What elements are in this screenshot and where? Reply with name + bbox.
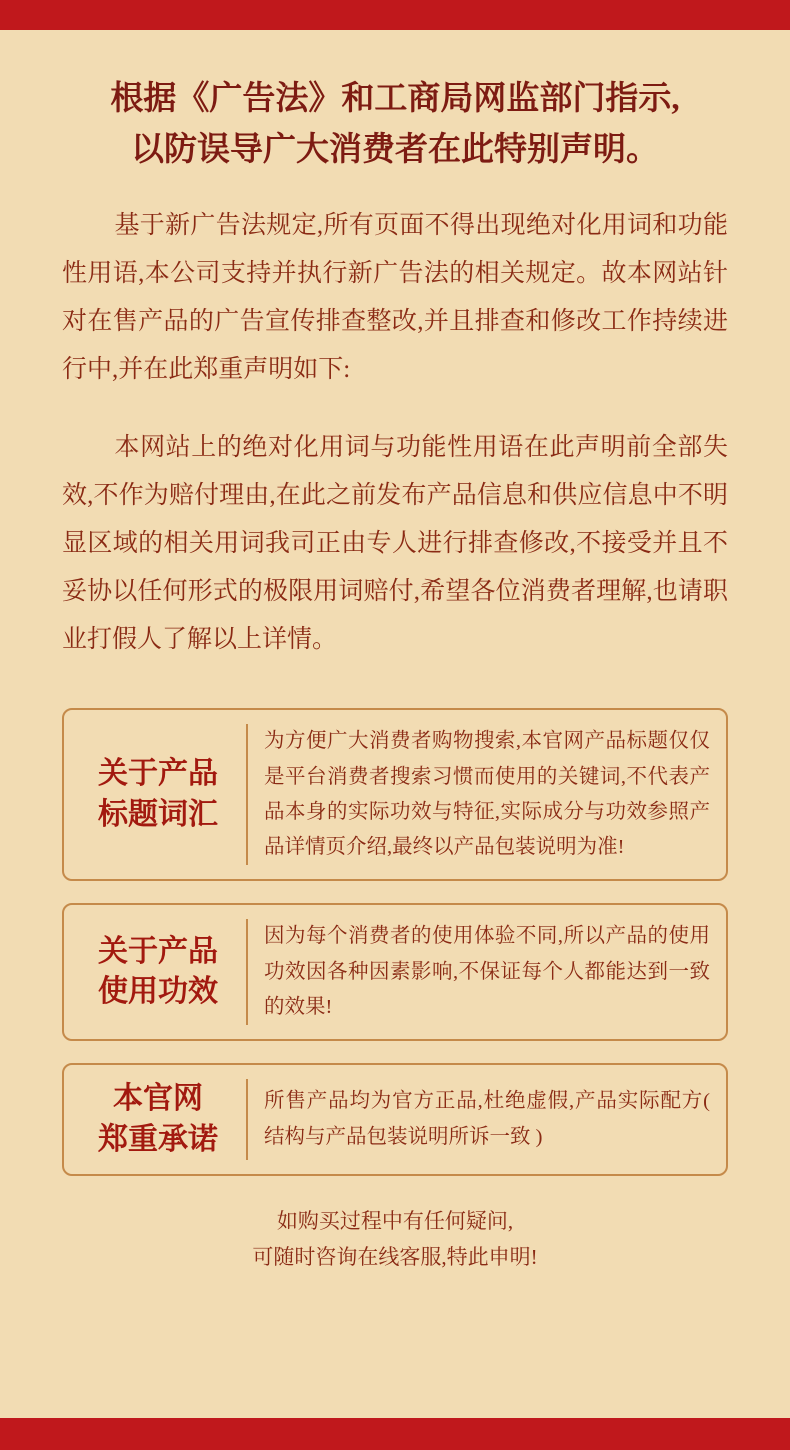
notice-card-text: 为方便广大消费者购物搜索,本官网产品标题仅仅是平台消费者搜索习惯而使用的关键词,不代表产品本身的实际功效与特征,实际成分与功效参照产品详情页介绍,最终以产品包装说明为准! <box>264 730 710 859</box>
page-title <box>62 74 728 176</box>
notice-card-text: 因为每个消费者的使用体验不同,所以产品的使用功效因各种因素影响,不保证每个人都能达到一致的效果! <box>264 925 710 1018</box>
notice-card-title-line-1: 本官网 <box>113 1082 203 1116</box>
footer-note-line-2: 可随时咨询在线客服,特此申明! <box>252 1244 538 1269</box>
notice-card-title-line-2: 标题词汇 <box>98 797 218 831</box>
notice-card-body <box>248 724 710 865</box>
notice-card-text: 所售产品均为官方正品,杜绝虚假,产品实际配方( 结构与产品包装说明所诉一致 ) <box>264 1090 710 1148</box>
footer-note <box>62 1204 728 1275</box>
disclaimer-panel <box>0 30 790 1418</box>
footer-note-line-1: 如购买过程中有任何疑问, <box>276 1209 514 1234</box>
notice-card-body <box>248 1079 710 1160</box>
notice-card-title <box>80 919 248 1025</box>
notice-card-list <box>62 708 728 1176</box>
statement-body <box>62 202 728 664</box>
bottom-color-bar <box>0 1418 790 1450</box>
notice-card-official-promise <box>62 1063 728 1176</box>
top-color-bar <box>0 0 790 30</box>
statement-paragraph-1: 基于新广告法规定,所有页面不得出现绝对化用词和功能性用语,本公司支持并执行新广告法的相关规定。故本网站针对在售产品的广告宣传排查整改,并且排查和修改工作持续进行中,并在此郑重声明如下: <box>62 212 728 384</box>
page-title-line-1: 根据《广告法》和工商局网监部门指示, <box>110 81 680 117</box>
notice-card-title-line-1: 关于产品 <box>98 934 218 968</box>
notice-card-body <box>248 919 710 1025</box>
statement-paragraph-2: 本网站上的绝对化用词与功能性用语在此声明前全部失效,不作为赔付理由,在此之前发布产品信息和供应信息中不明显区域的相关用词我司正由专人进行排查修改,不接受并且不妥协以任何形式的极限用词赔付,希望各位消费者理解,也请职业打假人了解以上详情。 <box>62 434 728 654</box>
notice-card-title-line-2: 郑重承诺 <box>98 1122 218 1156</box>
notice-card-product-effect <box>62 903 728 1041</box>
notice-card-product-title <box>62 708 728 881</box>
notice-card-title <box>80 1079 248 1160</box>
page-title-line-2: 以防误导广大消费者在此特别声明。 <box>131 132 659 169</box>
notice-card-title-line-2: 使用功效 <box>98 975 218 1009</box>
notice-card-title-line-1: 关于产品 <box>98 757 218 791</box>
notice-card-title <box>80 724 248 865</box>
